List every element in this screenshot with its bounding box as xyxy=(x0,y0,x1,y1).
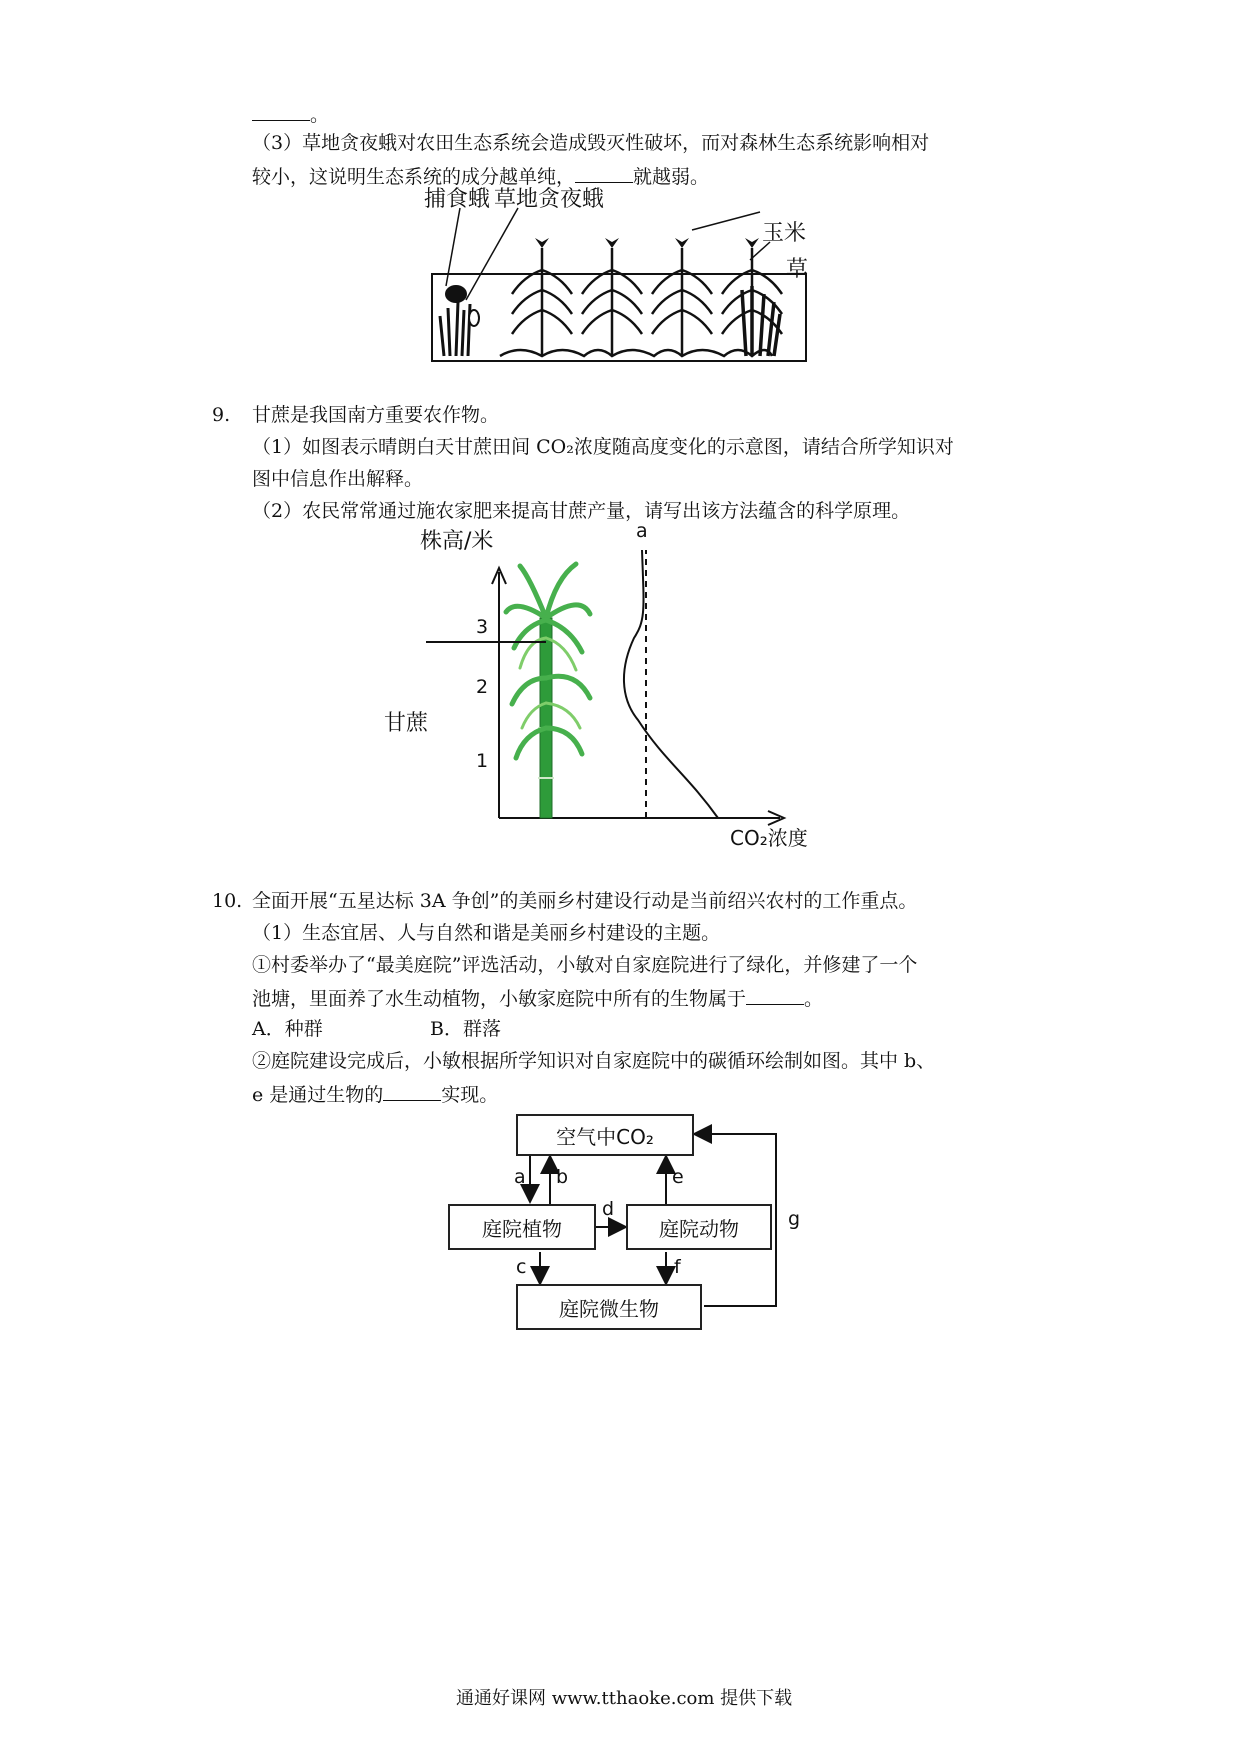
co2-curve-a xyxy=(624,550,718,818)
answer-blank xyxy=(746,982,804,1005)
y-tick-3: 3 xyxy=(476,616,489,638)
arrow-label-c: c xyxy=(516,1256,527,1278)
answer-blank xyxy=(252,98,310,121)
y-axis-label: 株高/米 xyxy=(420,529,494,554)
q8-part3-line2: 较小，这说明生态系统的成分越单纯， 就越弱。 xyxy=(252,160,709,192)
q9-stem: 甘蔗是我国南方重要农作物。 xyxy=(252,404,500,426)
arrow-label-b: b xyxy=(556,1166,569,1188)
q10-sub2-line2: e 是通过生物的 实现。 xyxy=(252,1078,498,1110)
q10-sub1-line2: 池塘，里面养了水生动植物，小敏家庭院中所有的生物属于 。 xyxy=(252,982,823,1014)
q8-prev-answer-line: 。 xyxy=(252,98,329,130)
q10-option-b: B．群落 xyxy=(430,1018,501,1040)
cornfield-illustration xyxy=(430,190,810,365)
node-garden-microbes: 庭院微生物 xyxy=(516,1284,702,1330)
y-tick-2: 2 xyxy=(476,676,489,698)
label-predator-moth: 捕食蛾 xyxy=(424,187,491,212)
arrow-label-e: e xyxy=(672,1166,684,1188)
arrow-label-g: g xyxy=(788,1208,801,1230)
carbon-cycle-diagram xyxy=(440,1108,820,1338)
q9-part1-line1: （1）如图表示晴朗白天甘蔗田间 CO₂浓度随高度变化的示意图，请结合所学知识对 xyxy=(252,436,954,458)
node-air-co2: 空气中CO₂ xyxy=(516,1114,694,1156)
label-fall-armyworm: 草地贪夜蛾 xyxy=(494,187,605,212)
node-garden-animals: 庭院动物 xyxy=(626,1204,772,1250)
cornfield-figure xyxy=(424,187,810,365)
q10-part1: （1）生态宜居、人与自然和谐是美丽乡村建设的主题。 xyxy=(252,922,721,944)
x-axis-label: CO₂浓度 xyxy=(730,826,808,850)
q10-number: 10. xyxy=(212,890,243,912)
q9-part1-line2: 图中信息作出解释。 xyxy=(252,468,424,490)
label-grass: 草 xyxy=(786,257,809,282)
y-tick-1: 1 xyxy=(476,750,489,772)
q9-part2: （2）农民常常通过施农家肥来提高甘蔗产量，请写出该方法蕴含的科学原理。 xyxy=(252,500,911,522)
plant-label: 甘蔗 xyxy=(384,711,429,736)
arrow-label-f: f xyxy=(674,1256,681,1278)
curve-label-a: a xyxy=(636,520,648,542)
sugarcane-co2-figure xyxy=(384,520,840,850)
q10-sub1-line1: ①村委举办了“最美庭院”评选活动，小敏对自家庭院进行了绿化，并修建了一个 xyxy=(252,954,918,976)
q9-number: 9. xyxy=(212,404,231,426)
q10-sub2-line1: ②庭院建设完成后，小敏根据所学知识对自家庭院中的碳循环绘制如图。其中 b、 xyxy=(252,1050,936,1072)
label-corn: 玉米 xyxy=(762,221,807,246)
answer-blank xyxy=(575,160,633,183)
answer-blank xyxy=(383,1078,441,1101)
q10-option-a: A．种群 xyxy=(252,1018,323,1040)
q10-stem: 全面开展“五星达标 3A 争创”的美丽乡村建设行动是当前绍兴农村的工作重点。 xyxy=(252,890,918,912)
arrow-label-d: d xyxy=(602,1198,615,1220)
q8-part3-line1: （3）草地贪夜蛾对农田生态系统会造成毁灭性破坏，而对森林生态系统影响相对 xyxy=(252,132,930,154)
arrow-label-a: a xyxy=(514,1166,526,1188)
page-footer: 通通好课网 www.tthaoke.com 提供下载 xyxy=(456,1688,793,1709)
node-garden-plants: 庭院植物 xyxy=(448,1204,596,1250)
sugarcane-plant xyxy=(506,564,590,818)
